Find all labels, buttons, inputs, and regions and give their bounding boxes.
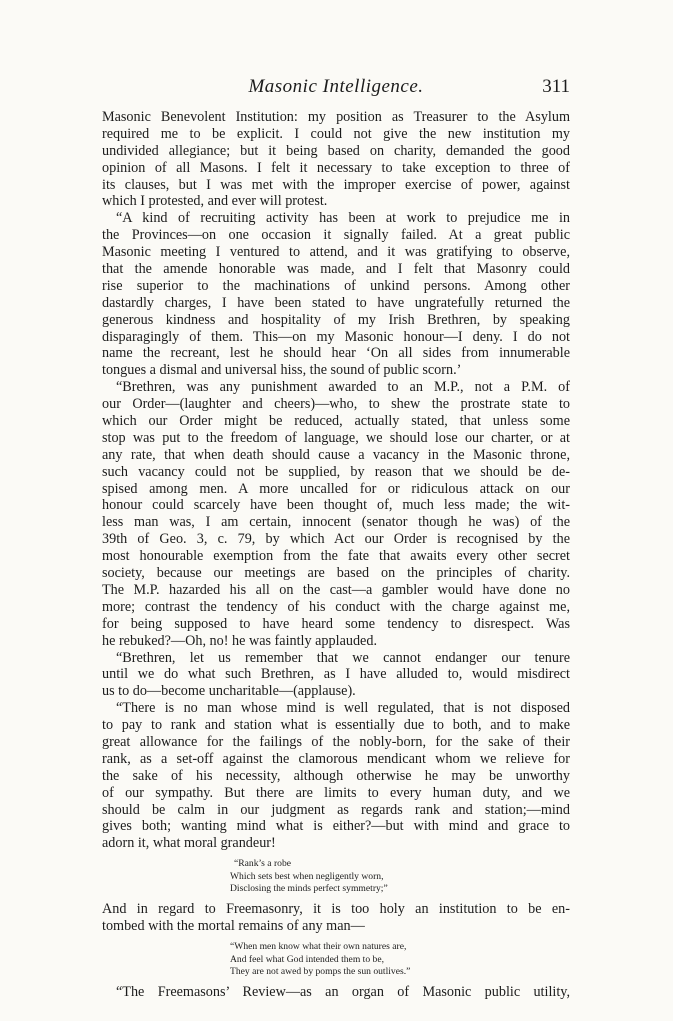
text-line: stop was put to the freedom of language, we should lose our charter, or at [102, 429, 570, 446]
text-line: 39th of Geo. 3, c. 79, by which Act our Order is recognised by the [102, 531, 570, 548]
text-line: the Provinces—on one occasion it signally failed. At a great public [102, 227, 570, 244]
text-line: its clauses, but I was met with the improper exercise of power, against [102, 176, 570, 193]
text-line: society, because our meetings are based on the principles of charity. [102, 565, 570, 582]
text-line: rank, as a set-off against the clamorous mendicant whom we relieve for [102, 750, 570, 767]
verse-line: And feel what God intended them to be, [230, 953, 384, 965]
verse-line: “Rank’s a robe [234, 858, 292, 870]
closing-line: “The Freemasons’ Review—as an organ of Masonic public utility, [116, 984, 570, 1001]
text-line: our Order—(laughter and cheers)—who, to shew the prostrate state to [102, 396, 570, 413]
text-line: should be calm in our judgment as regards rank and station;—mind [102, 801, 570, 818]
text-line: disparagingly of them. This—on my Masonic honour—I deny. I do not [102, 328, 570, 345]
verse-line: “When men know what their own natures are, [230, 941, 407, 953]
verse-line: Which sets best when negligently worn, [230, 870, 384, 882]
text-line: “A kind of recruiting activity has been at work to prejudice me in [116, 210, 570, 227]
text-line: undivided allegiance; but it being based on charity, demanded the good [102, 142, 570, 159]
text-line: tongues a dismal and universal hiss, the sound of public scorn.’ [102, 362, 462, 379]
text-line: the sake of his necessity, although otherwise he may be unworthy [102, 767, 570, 784]
text-line: any rate, that when death should cause a vacancy in the Masonic throne, [102, 446, 570, 463]
verse-line: They are not awed by pomps the sun outlives.” [230, 966, 411, 977]
verse-quote [230, 858, 570, 895]
text-line: Masonic Benevolent Institution: my position as Treasurer to the Asylum [102, 109, 570, 125]
text-line: which I protested, and ever will protest. [102, 193, 328, 210]
text-line: rise superior to the machinations of unkind persons. Among other [102, 277, 570, 294]
text-line: honour could scarcely have been thought of, much less made; the wit- [102, 497, 570, 514]
text-line: adorn it, what moral grandeur! [102, 835, 276, 852]
text-line: “Brethren, was any punishment awarded to an M.P., not a P.M. of [116, 379, 570, 396]
text-line: such vacancy could not be supplied, by reason that we should be de- [102, 463, 570, 480]
verse-quote [230, 941, 570, 978]
text-line: us to do—become uncharitable—(applause). [102, 683, 356, 700]
text-line: tombed with the mortal remains of any man— [102, 918, 365, 935]
text-line: spised among men. A more uncalled for or ridiculous attack on our [102, 480, 570, 497]
body-text [102, 109, 570, 1001]
text-line: opinion of all Masons. I felt it necessary to take exception to three of [102, 159, 570, 176]
text-line: And in regard to Freemasonry, it is too holy an institution to be en- [102, 901, 570, 918]
text-line: required me to be explicit. I could not give the new institution my [102, 125, 570, 142]
text-line: dastardly charges, I have been stated to have ungratefully returned the [102, 294, 570, 311]
text-line: which our Order might be reduced, actually stated, that unless some [102, 413, 570, 430]
text-line: Masonic meeting I ventured to attend, and it was gratifying to observe, [102, 244, 570, 261]
text-line: for being supposed to have heard some tendency to disrespect. Was [102, 615, 570, 632]
text-line: great allowance for the failings of the nobly-born, for the sake of their [102, 733, 570, 750]
text-line: more; contrast the tendency of his conduct with the charge against me, [102, 598, 570, 615]
text-line: The M.P. hazarded his all on the cast—a gambler would have done no [102, 581, 570, 598]
page-number: 311 [542, 76, 570, 97]
text-line: generous kindness and hospitality of my Irish Brethren, by speaking [102, 311, 570, 328]
text-line: “Brethren, let us remember that we cannot endanger our tenure [116, 649, 570, 666]
text-line: until we do what such Brethren, as I have alluded to, would misdirect [102, 666, 570, 683]
text-line: “There is no man whose mind is well regulated, that is not disposed [116, 700, 570, 717]
text-line: name the recreant, lest he should hear ‘On all sides from innumerable [102, 345, 570, 362]
verse-line: Disclosing the minds perfect symmetry;” [230, 883, 388, 894]
text-line: of our sympathy. But there are limits to every human duty, and we [102, 784, 570, 801]
page-header [102, 76, 570, 102]
text-line: gives both; wanting mind what is either?—but with mind and grace to [102, 818, 570, 835]
text-line: less man was, I am certain, innocent (senator though he was) of the [102, 514, 570, 531]
running-title: Masonic Intelligence. [248, 76, 424, 97]
text-line: to pay to rank and station what is essentially due to both, and to make [102, 717, 570, 734]
text-line: that the amende honorable was made, and I felt that Masonry could [102, 261, 570, 278]
text-line: he rebuked?—Oh, no! he was faintly applauded. [102, 632, 377, 649]
text-line: most honourable exemption from the fate that awaits every other secret [102, 548, 570, 565]
